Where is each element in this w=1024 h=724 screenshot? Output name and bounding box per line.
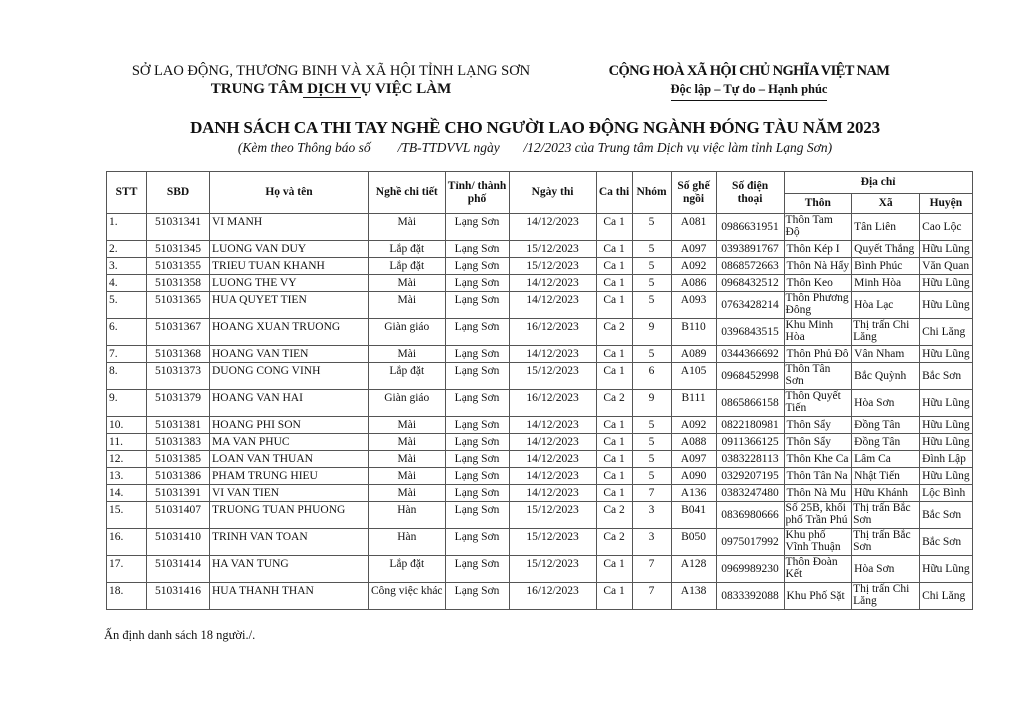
row-stt: 18. <box>107 583 147 610</box>
row-shift: Ca 1 <box>596 292 632 319</box>
row-trade: Mài <box>369 417 446 434</box>
row-shift: Ca 2 <box>596 529 632 556</box>
row-stt: 17. <box>107 556 147 583</box>
table-row <box>107 583 973 610</box>
row-commune: Đồng Tân <box>852 434 920 451</box>
row-date: 14/12/2023 <box>509 292 596 319</box>
row-district: Bắc Sơn <box>920 502 972 529</box>
row-group: 7 <box>632 583 671 610</box>
row-shift: Ca 1 <box>596 241 632 258</box>
table-row <box>107 502 973 529</box>
row-phone: 0836980666 <box>716 502 784 529</box>
row-province: Lạng Sơn <box>445 529 509 556</box>
row-province: Lạng Sơn <box>445 275 509 292</box>
row-group: 7 <box>632 485 671 502</box>
row-trade: Lắp đặt <box>369 363 446 390</box>
row-district: Hữu Lũng <box>920 468 972 485</box>
row-seat: A136 <box>671 485 716 502</box>
row-seat: A086 <box>671 275 716 292</box>
row-trade: Lắp đặt <box>369 241 446 258</box>
row-sbd: 51031367 <box>147 319 210 346</box>
row-commune: Hòa Sơn <box>852 556 920 583</box>
row-province: Lạng Sơn <box>445 214 509 241</box>
row-village: Thôn Tân Sơn <box>784 363 852 390</box>
row-village: Khu phố Vĩnh Thuận <box>784 529 852 556</box>
col-header-stt: STT <box>107 172 147 214</box>
row-stt: 2. <box>107 241 147 258</box>
row-district: Đình Lập <box>920 451 972 468</box>
row-sbd: 51031368 <box>147 346 210 363</box>
row-district: Bắc Sơn <box>920 529 972 556</box>
col-header-date: Ngày thi <box>509 172 596 214</box>
row-district: Hữu Lũng <box>920 292 972 319</box>
row-phone: 0968452998 <box>716 363 784 390</box>
row-date: 14/12/2023 <box>509 451 596 468</box>
row-stt: 1. <box>107 214 147 241</box>
row-sbd: 51031414 <box>147 556 210 583</box>
row-trade: Mài <box>369 451 446 468</box>
row-village: Khu Minh Hòa <box>784 319 852 346</box>
row-date: 15/12/2023 <box>509 258 596 275</box>
table-row <box>107 319 973 346</box>
row-date: 14/12/2023 <box>509 275 596 292</box>
row-phone: 0393891767 <box>716 241 784 258</box>
row-seat: A093 <box>671 292 716 319</box>
row-name: PHAM TRUNG HIEU <box>210 468 369 485</box>
row-group: 5 <box>632 292 671 319</box>
col-header-name: Họ và tên <box>210 172 369 214</box>
row-village: Thôn Tam Độ <box>784 214 852 241</box>
row-seat: B110 <box>671 319 716 346</box>
row-trade: Hàn <box>369 502 446 529</box>
row-shift: Ca 1 <box>596 417 632 434</box>
row-phone: 0344366692 <box>716 346 784 363</box>
row-stt: 6. <box>107 319 147 346</box>
row-name: HOANG VAN HAI <box>210 390 369 417</box>
row-trade: Mài <box>369 468 446 485</box>
row-shift: Ca 2 <box>596 319 632 346</box>
row-group: 5 <box>632 468 671 485</box>
table-row <box>107 485 973 502</box>
row-commune: Bắc Quỳnh <box>852 363 920 390</box>
row-date: 16/12/2023 <box>509 319 596 346</box>
col-header-phone: Số điện thoại <box>716 172 784 214</box>
row-group: 9 <box>632 390 671 417</box>
row-seat: A081 <box>671 214 716 241</box>
row-village: Số 25B, khối phố Trần Phú <box>784 502 852 529</box>
row-name: HA VAN TUNG <box>210 556 369 583</box>
row-commune: Hòa Lạc <box>852 292 920 319</box>
footer-note: Ấn định danh sách 18 người./. <box>104 628 256 642</box>
col-header-sbd: SBD <box>147 172 210 214</box>
row-province: Lạng Sơn <box>445 241 509 258</box>
row-shift: Ca 1 <box>596 434 632 451</box>
row-group: 5 <box>632 451 671 468</box>
row-commune: Vân Nham <box>852 346 920 363</box>
row-trade: Lắp đặt <box>369 258 446 275</box>
row-date: 14/12/2023 <box>509 434 596 451</box>
row-sbd: 51031386 <box>147 468 210 485</box>
col-header-district: Huyện <box>920 194 972 214</box>
center-name-part: Ụ VIỆC LÀM <box>360 81 452 97</box>
row-phone: 0968432512 <box>716 275 784 292</box>
row-commune: Thị trấn Chi Lăng <box>852 583 920 610</box>
row-district: Hữu Lũng <box>920 556 972 583</box>
row-village: Thôn Nà Hẩy <box>784 258 852 275</box>
row-stt: 8. <box>107 363 147 390</box>
row-province: Lạng Sơn <box>445 434 509 451</box>
row-village: Thôn Kép I <box>784 241 852 258</box>
row-shift: Ca 1 <box>596 485 632 502</box>
row-seat: B111 <box>671 390 716 417</box>
row-village: Thôn Đoàn Kết <box>784 556 852 583</box>
row-seat: A092 <box>671 417 716 434</box>
row-sbd: 51031373 <box>147 363 210 390</box>
row-stt: 15. <box>107 502 147 529</box>
row-group: 5 <box>632 275 671 292</box>
row-seat: A097 <box>671 451 716 468</box>
table-row <box>107 434 973 451</box>
row-phone: 0833392088 <box>716 583 784 610</box>
row-commune: Bình Phúc <box>852 258 920 275</box>
row-phone: 0383228113 <box>716 451 784 468</box>
row-name: HOANG XUAN TRUONG <box>210 319 369 346</box>
row-name: TRUONG TUAN PHUONG <box>210 502 369 529</box>
department-name: SỞ LAO ĐỘNG, THƯƠNG BINH VÀ XÃ HỘI TỈNH LẠNG SƠN <box>131 63 531 79</box>
table-row <box>107 346 973 363</box>
row-commune: Quyết Thắng <box>852 241 920 258</box>
row-sbd: 51031341 <box>147 214 210 241</box>
table-row <box>107 529 973 556</box>
row-seat: A105 <box>671 363 716 390</box>
center-name-part: TRUNG TÂM <box>210 81 304 97</box>
table-row <box>107 292 973 319</box>
row-phone: 0986631951 <box>716 214 784 241</box>
row-commune: Tân Liên <box>852 214 920 241</box>
row-commune: Hòa Sơn <box>852 390 920 417</box>
row-village: Thôn Phủ Đô <box>784 346 852 363</box>
row-stt: 16. <box>107 529 147 556</box>
row-name: VI MANH <box>210 214 369 241</box>
row-stt: 11. <box>107 434 147 451</box>
row-village: Thôn Sẩy <box>784 417 852 434</box>
table-row <box>107 275 973 292</box>
row-province: Lạng Sơn <box>445 363 509 390</box>
row-phone: 0868572663 <box>716 258 784 275</box>
row-province: Lạng Sơn <box>445 485 509 502</box>
table-row <box>107 468 973 485</box>
row-seat: A097 <box>671 241 716 258</box>
row-commune: Đồng Tân <box>852 417 920 434</box>
row-stt: 9. <box>107 390 147 417</box>
row-province: Lạng Sơn <box>445 502 509 529</box>
row-phone: 0763428214 <box>716 292 784 319</box>
col-header-address: Địa chỉ <box>784 172 972 194</box>
row-date: 15/12/2023 <box>509 241 596 258</box>
row-trade: Mài <box>369 485 446 502</box>
row-province: Lạng Sơn <box>445 319 509 346</box>
row-name: HUA QUYET TIEN <box>210 292 369 319</box>
row-trade: Giàn giáo <box>369 319 446 346</box>
row-phone: 0975017992 <box>716 529 784 556</box>
row-district: Hữu Lũng <box>920 434 972 451</box>
row-shift: Ca 1 <box>596 363 632 390</box>
row-sbd: 51031391 <box>147 485 210 502</box>
row-date: 14/12/2023 <box>509 468 596 485</box>
row-village: Thôn Nà Mu <box>784 485 852 502</box>
row-group: 9 <box>632 319 671 346</box>
row-sbd: 51031383 <box>147 434 210 451</box>
document-title: DANH SÁCH CA THI TAY NGHỀ CHO NGƯỜI LAO ĐỘNG NGÀNH ĐÓNG TÀU NĂM 2023 <box>190 118 880 137</box>
row-shift: Ca 1 <box>596 214 632 241</box>
row-commune: Thị trấn Chi Lăng <box>852 319 920 346</box>
row-name: HOANG PHI SON <box>210 417 369 434</box>
row-district: Hữu Lũng <box>920 417 972 434</box>
table-body <box>107 214 973 610</box>
row-group: 5 <box>632 434 671 451</box>
row-province: Lạng Sơn <box>445 468 509 485</box>
row-province: Lạng Sơn <box>445 556 509 583</box>
row-date: 14/12/2023 <box>509 346 596 363</box>
row-date: 16/12/2023 <box>509 390 596 417</box>
row-name: DUONG CONG VINH <box>210 363 369 390</box>
row-name: HOANG VAN TIEN <box>210 346 369 363</box>
row-name: MA VAN PHUC <box>210 434 369 451</box>
row-village: Thôn Quyết Tiến <box>784 390 852 417</box>
row-shift: Ca 1 <box>596 275 632 292</box>
table-row <box>107 556 973 583</box>
row-shift: Ca 1 <box>596 583 632 610</box>
national-motto: Độc lập – Tự do – Hạnh phúc <box>671 81 828 101</box>
row-name: TRINH VAN TOAN <box>210 529 369 556</box>
row-commune: Minh Hòa <box>852 275 920 292</box>
row-province: Lạng Sơn <box>445 583 509 610</box>
row-group: 5 <box>632 214 671 241</box>
row-village: Thôn Sẩy <box>784 434 852 451</box>
row-shift: Ca 1 <box>596 468 632 485</box>
row-district: Chi Lăng <box>920 319 972 346</box>
row-shift: Ca 1 <box>596 451 632 468</box>
row-date: 15/12/2023 <box>509 363 596 390</box>
row-district: Bắc Sơn <box>920 363 972 390</box>
row-sbd: 51031345 <box>147 241 210 258</box>
row-stt: 14. <box>107 485 147 502</box>
row-phone: 0865866158 <box>716 390 784 417</box>
table-row <box>107 451 973 468</box>
row-seat: B050 <box>671 529 716 556</box>
row-phone: 0822180981 <box>716 417 784 434</box>
row-phone: 0383247480 <box>716 485 784 502</box>
row-stt: 10. <box>107 417 147 434</box>
row-sbd: 51031358 <box>147 275 210 292</box>
row-district: Hữu Lũng <box>920 275 972 292</box>
row-trade: Công việc khác <box>369 583 446 610</box>
row-sbd: 51031381 <box>147 417 210 434</box>
row-commune: Thị trấn Bắc Sơn <box>852 502 920 529</box>
row-group: 3 <box>632 529 671 556</box>
row-name: VI VAN TIEN <box>210 485 369 502</box>
table-row <box>107 241 973 258</box>
row-trade: Mài <box>369 434 446 451</box>
row-commune: Hữu Khánh <box>852 485 920 502</box>
row-name: HUA THANH THAN <box>210 583 369 610</box>
row-trade: Mài <box>369 214 446 241</box>
row-stt: 7. <box>107 346 147 363</box>
row-group: 5 <box>632 258 671 275</box>
row-village: Thôn Khe Ca <box>784 451 852 468</box>
table-row <box>107 258 973 275</box>
row-date: 14/12/2023 <box>509 417 596 434</box>
row-village: Khu Phố Sặt <box>784 583 852 610</box>
col-header-seat: Số ghế ngồi <box>671 172 716 214</box>
row-province: Lạng Sơn <box>445 390 509 417</box>
row-sbd: 51031410 <box>147 529 210 556</box>
row-name: TRIEU TUAN KHANH <box>210 258 369 275</box>
row-sbd: 51031416 <box>147 583 210 610</box>
row-village: Thôn Phương Đông <box>784 292 852 319</box>
row-stt: 3. <box>107 258 147 275</box>
row-seat: A092 <box>671 258 716 275</box>
row-province: Lạng Sơn <box>445 346 509 363</box>
row-district: Cao Lộc <box>920 214 972 241</box>
exam-schedule-table <box>106 171 973 610</box>
center-name-underlined: DỊCH V <box>303 81 361 97</box>
row-phone: 0911366125 <box>716 434 784 451</box>
row-group: 5 <box>632 417 671 434</box>
row-group: 5 <box>632 241 671 258</box>
row-province: Lạng Sơn <box>445 292 509 319</box>
row-district: Hữu Lũng <box>920 241 972 258</box>
row-group: 3 <box>632 502 671 529</box>
row-name: LUONG VAN DUY <box>210 241 369 258</box>
row-group: 5 <box>632 346 671 363</box>
row-group: 7 <box>632 556 671 583</box>
row-shift: Ca 2 <box>596 502 632 529</box>
row-trade: Giàn giáo <box>369 390 446 417</box>
col-header-province: Tỉnh/ thành phố <box>445 172 509 214</box>
row-seat: A088 <box>671 434 716 451</box>
row-district: Văn Quan <box>920 258 972 275</box>
row-stt: 12. <box>107 451 147 468</box>
row-seat: A089 <box>671 346 716 363</box>
row-seat: B041 <box>671 502 716 529</box>
row-stt: 13. <box>107 468 147 485</box>
row-district: Chi Lăng <box>920 583 972 610</box>
row-date: 14/12/2023 <box>509 214 596 241</box>
row-stt: 4. <box>107 275 147 292</box>
row-sbd: 51031385 <box>147 451 210 468</box>
row-trade: Mài <box>369 346 446 363</box>
document-subtitle: (Kèm theo Thông báo số /TB-TTDVVL ngày /12/2023 của Trung tâm Dịch vụ việc làm tỉnh Lạng Sơn) <box>237 140 833 155</box>
row-province: Lạng Sơn <box>445 417 509 434</box>
row-sbd: 51031407 <box>147 502 210 529</box>
row-phone: 0969989230 <box>716 556 784 583</box>
row-seat: A128 <box>671 556 716 583</box>
row-commune: Thị trấn Bắc Sơn <box>852 529 920 556</box>
row-trade: Hàn <box>369 529 446 556</box>
col-header-village: Thôn <box>784 194 852 214</box>
row-shift: Ca 1 <box>596 556 632 583</box>
row-shift: Ca 2 <box>596 390 632 417</box>
row-province: Lạng Sơn <box>445 451 509 468</box>
agency-header <box>104 62 558 98</box>
row-date: 14/12/2023 <box>509 485 596 502</box>
row-district: Lộc Bình <box>920 485 972 502</box>
table-row <box>107 390 973 417</box>
national-header <box>590 62 908 101</box>
row-shift: Ca 1 <box>596 258 632 275</box>
row-commune: Nhật Tiến <box>852 468 920 485</box>
row-date: 15/12/2023 <box>509 502 596 529</box>
row-sbd: 51031355 <box>147 258 210 275</box>
col-header-trade: Nghề chi tiết <box>369 172 446 214</box>
row-province: Lạng Sơn <box>445 258 509 275</box>
row-village: Thôn Tân Na <box>784 468 852 485</box>
nation-name: CỘNG HOÀ XÃ HỘI CHỦ NGHĨA VIỆT NAM <box>608 63 890 79</box>
row-commune: Lâm Ca <box>852 451 920 468</box>
row-district: Hữu Lũng <box>920 390 972 417</box>
row-district: Hữu Lũng <box>920 346 972 363</box>
row-sbd: 51031379 <box>147 390 210 417</box>
row-date: 15/12/2023 <box>509 529 596 556</box>
row-date: 16/12/2023 <box>509 583 596 610</box>
row-phone: 0396843515 <box>716 319 784 346</box>
table-row <box>107 417 973 434</box>
row-seat: A138 <box>671 583 716 610</box>
col-header-group: Nhóm <box>632 172 671 214</box>
row-village: Thôn Keo <box>784 275 852 292</box>
row-group: 6 <box>632 363 671 390</box>
row-trade: Mài <box>369 292 446 319</box>
row-trade: Lắp đặt <box>369 556 446 583</box>
row-sbd: 51031365 <box>147 292 210 319</box>
row-shift: Ca 1 <box>596 346 632 363</box>
table-row <box>107 363 973 390</box>
table-row <box>107 214 973 241</box>
row-seat: A090 <box>671 468 716 485</box>
row-stt: 5. <box>107 292 147 319</box>
row-name: LUONG THE VY <box>210 275 369 292</box>
col-header-commune: Xã <box>852 194 920 214</box>
row-name: LOAN VAN THUAN <box>210 451 369 468</box>
col-header-shift: Ca thi <box>596 172 632 214</box>
row-phone: 0329207195 <box>716 468 784 485</box>
row-date: 15/12/2023 <box>509 556 596 583</box>
row-trade: Mài <box>369 275 446 292</box>
center-name <box>104 80 558 98</box>
